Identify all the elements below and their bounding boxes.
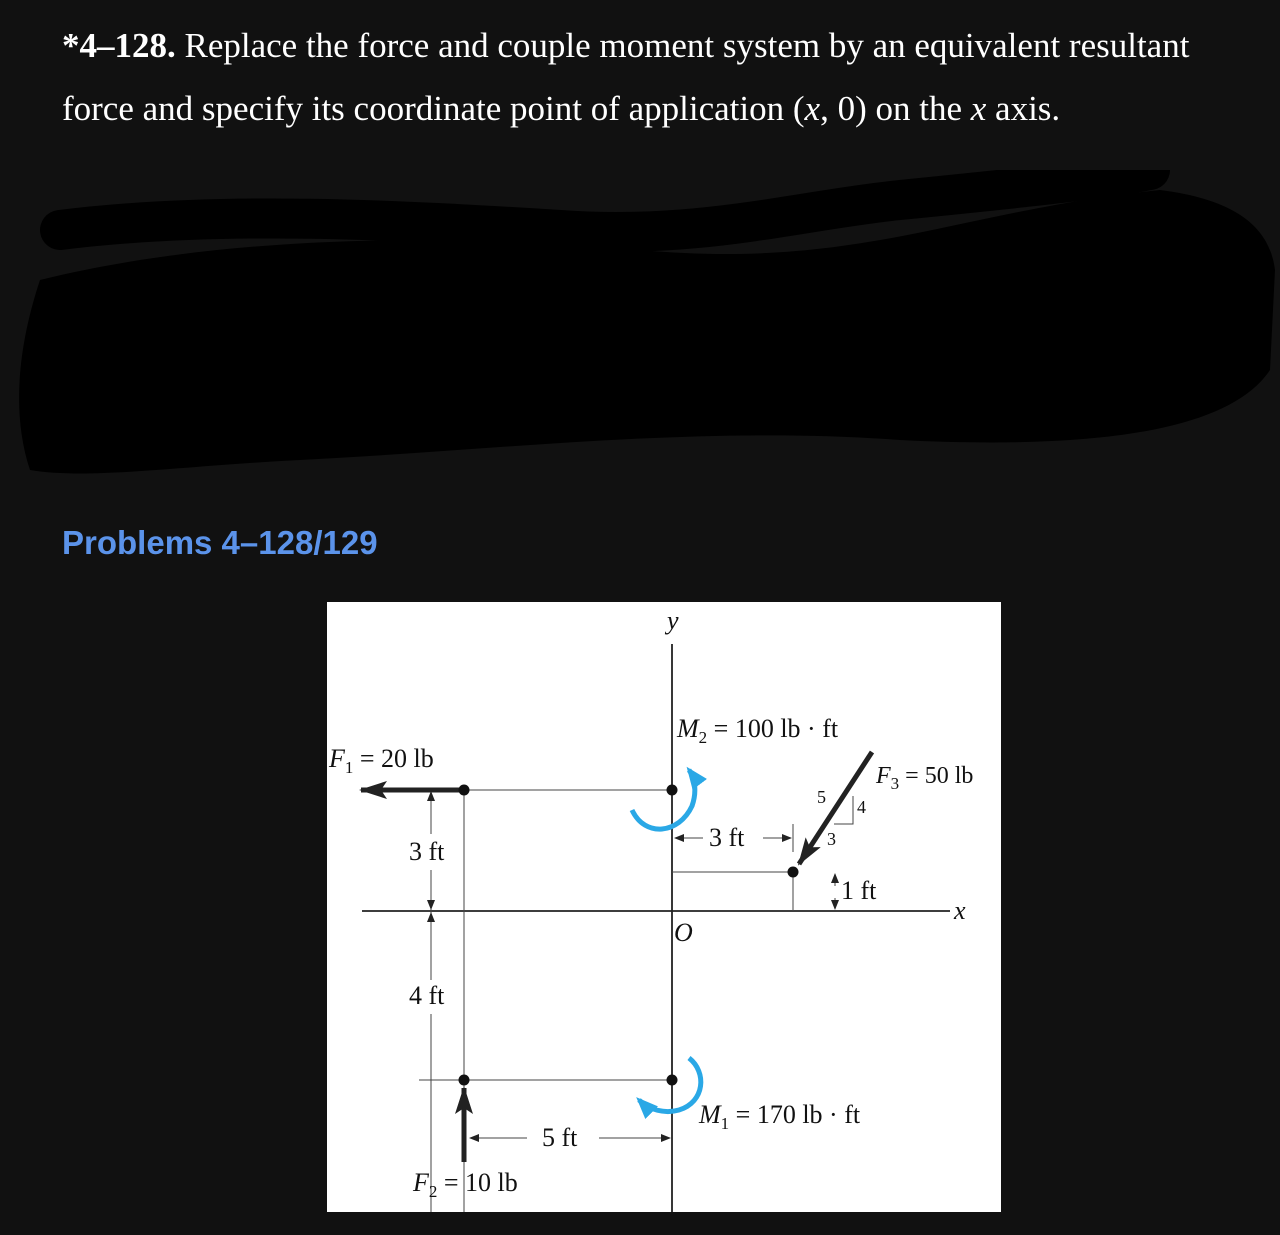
y-axis-label: y <box>667 606 679 635</box>
slope-5-label: 5 <box>817 787 826 807</box>
dim-4ft-label: 4 ft <box>409 981 445 1010</box>
f3-label: $F_3 = 50$ lb <box>876 763 974 793</box>
figure-drawing <box>327 602 1001 1212</box>
f1-point <box>459 785 470 796</box>
dim-3ft-vertical-label: 3 ft <box>409 837 445 866</box>
problems-heading: Problems 4–128/129 <box>62 524 378 561</box>
f3-point <box>788 867 799 878</box>
problem-statement <box>62 14 1252 140</box>
m2-arc <box>632 770 695 829</box>
dim-1ft-label: 1 ft <box>841 876 877 905</box>
problem-text-3: axis. <box>986 89 1061 128</box>
origin-label: O <box>674 918 693 947</box>
slope-3-label: 3 <box>827 829 836 849</box>
redaction-scribble <box>0 170 1280 510</box>
m2-point <box>667 785 678 796</box>
slope-4-label: 4 <box>857 797 866 817</box>
f1-label: $F_1 = 20$ lb <box>329 744 434 777</box>
dim-3ft-horizontal-label: 3 ft <box>709 823 745 852</box>
x-axis-label: x <box>954 896 966 925</box>
m1-label: $M_1 = 170$ lb · ft <box>699 1100 861 1133</box>
f2-point <box>459 1075 470 1086</box>
problem-var-x: x <box>804 89 821 128</box>
problem-text-2: , 0) on the <box>820 89 971 128</box>
problem-var-axis: x <box>970 89 987 128</box>
dim-5ft-label: 5 ft <box>542 1123 578 1152</box>
problem-text-1: Replace the force and couple moment system by an equivalent resultant force and specify its coordinate point of application ( <box>62 26 1190 128</box>
f2-label: $F_2 = 10$ lb <box>413 1168 518 1201</box>
m1-point <box>667 1075 678 1086</box>
problem-figure <box>327 602 1001 1212</box>
m2-label: $M_2 = 100$ lb · ft <box>677 714 839 747</box>
problem-number: *4–128. <box>62 26 176 65</box>
